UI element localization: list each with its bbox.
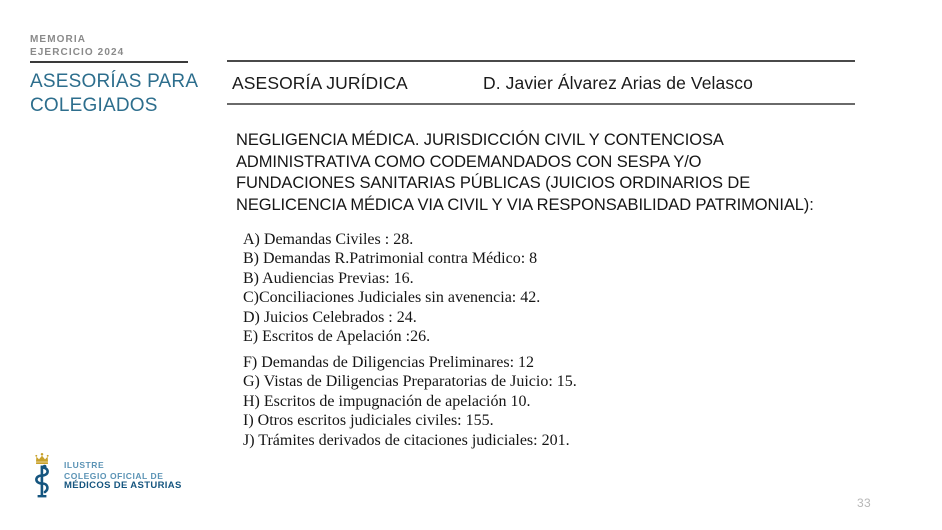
author-name: D. Javier Álvarez Arias de Velasco	[483, 73, 753, 93]
list-item: I) Otros escritos judiciales civiles: 155.	[243, 412, 494, 430]
colegio-medicos-emblem-icon	[28, 452, 60, 500]
kicker-line-memoria: MEMORIA	[30, 34, 87, 45]
main-content	[227, 0, 942, 530]
sidebar	[0, 0, 210, 530]
logo-wordmark	[64, 460, 182, 492]
list-item: C)Conciliaciones Judiciales sin avenencia: 42.	[243, 289, 541, 307]
sidebar-divider	[30, 61, 188, 63]
page-number: 33	[857, 496, 871, 510]
list-item: D) Juicios Celebrados : 24.	[243, 308, 417, 326]
header-rule-top	[227, 60, 855, 62]
lead-paragraph	[236, 130, 896, 216]
kicker-line-ejercicio: EJERCICIO 2024	[30, 47, 125, 58]
lead-line-3: FUNDACIONES SANITARIAS PÚBLICAS (JUICIOS ORDINARIOS DE	[236, 174, 751, 192]
memoria-kicker	[30, 33, 124, 59]
statistics-list-group-two	[243, 353, 577, 450]
organization-logo	[28, 452, 203, 502]
list-item: E) Escritos de Apelación :26.	[243, 328, 431, 346]
statistics-list-group-one	[243, 230, 540, 346]
page-title: ASESORÍA JURÍDICA	[232, 73, 408, 93]
list-item: H) Escritos de impugnación de apelación 10.	[243, 392, 531, 410]
logo-line-ilustre: ILUSTRE	[64, 460, 105, 470]
list-item: B) Demandas R.Patrimonial contra Médico: 8	[243, 250, 538, 268]
list-item: F) Demandas de Diligencias Preliminares: 12	[243, 354, 535, 371]
section-title-line-2: COLEGIADOS	[30, 95, 158, 116]
header-row	[232, 73, 860, 99]
lead-line-2: ADMINISTRATIVA COMO CODEMANDADOS CON SESPA Y/O	[236, 152, 702, 171]
logo-line-colegio: COLEGIO OFICIAL DE	[64, 470, 164, 481]
section-title	[30, 70, 210, 118]
section-title-line-1: ASESORÍAS PARA	[30, 71, 199, 92]
list-item: A) Demandas Civiles : 28.	[243, 231, 414, 248]
logo-line-medicos: MÉDICOS DE ASTURIAS	[64, 480, 182, 491]
list-item: B) Audiencias Previas: 16.	[243, 269, 414, 287]
lead-line-1: NEGLIGENCIA MÉDICA. JURISDICCIÓN CIVIL Y CONTENCIOSA	[236, 131, 724, 149]
lead-line-4: NEGLICENCIA MÉDICA VIA CIVIL Y VIA RESPONSABILIDAD PATRIMONIAL):	[236, 195, 814, 214]
list-item: J) Trámites derivados de citaciones judiciales: 201.	[243, 431, 570, 449]
header-rule-bottom	[227, 103, 855, 105]
list-item: G) Vistas de Diligencias Preparatorias de Juicio: 15.	[243, 373, 577, 391]
